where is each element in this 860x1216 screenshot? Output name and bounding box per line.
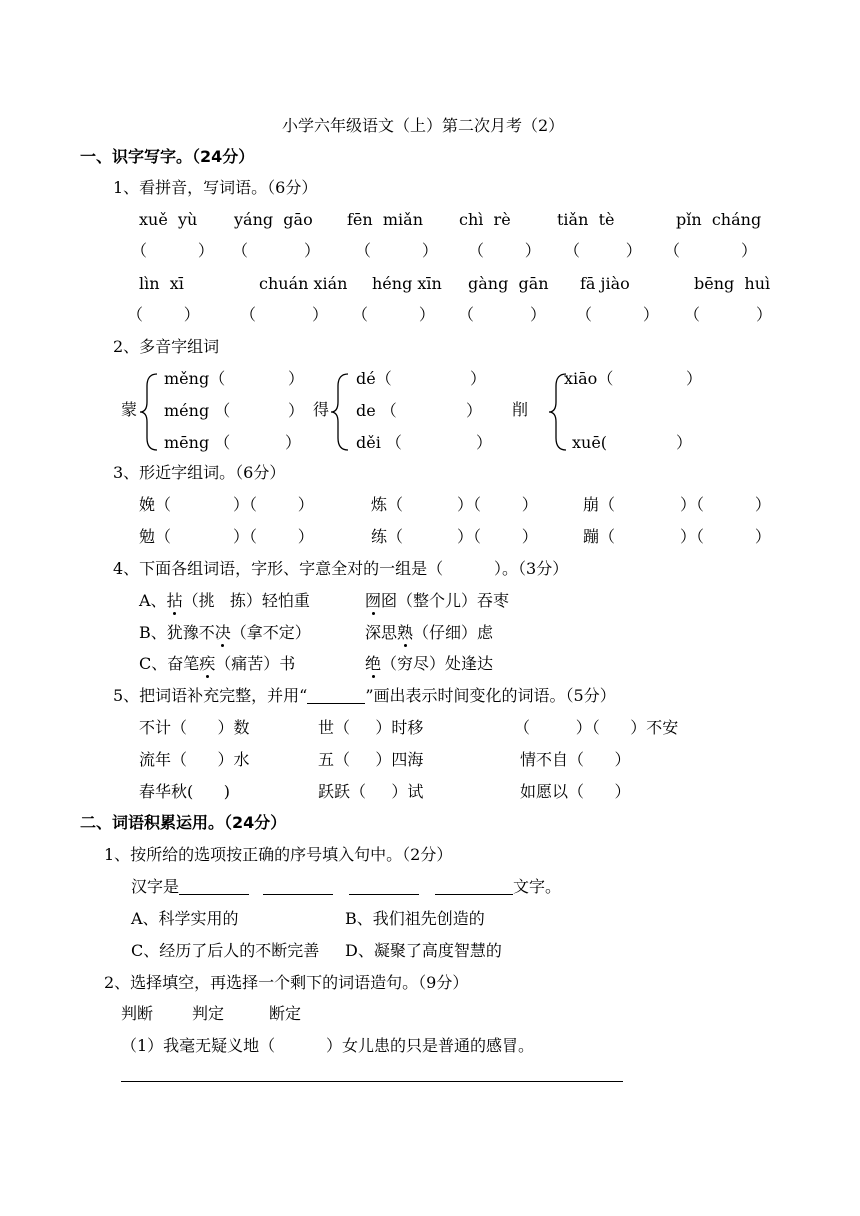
dotted-char: 熟 — [397, 623, 414, 642]
reading: xuē( — [572, 433, 608, 452]
fill-item[interactable]: 不计（ ）数 — [139, 718, 250, 737]
q1-prompt: 1、看拼音，写词语。（6分） — [113, 178, 318, 197]
polyphone-char: 蒙 — [121, 400, 138, 419]
reading: de （ — [356, 401, 397, 420]
fill-item[interactable]: 跃跃（ ）试 — [318, 782, 424, 801]
underline-sample — [307, 689, 365, 704]
answer-blank[interactable]: （ ） — [240, 305, 328, 324]
choice-option: D、凝聚了高度智慧的 — [345, 941, 502, 960]
pinyin: lìn xī — [139, 274, 184, 293]
word-choice: 判定 — [192, 1004, 225, 1023]
choice-option: B、我们祖先创造的 — [345, 909, 485, 928]
answer-line[interactable] — [179, 880, 249, 895]
similar-char: 蹦（ — [583, 527, 616, 546]
pinyin: fā jiào — [580, 274, 630, 293]
s2-q1-sentence: 汉字是 文字。 — [131, 877, 562, 896]
option-c-2: 绝（穷尽）处逢达 — [365, 654, 494, 673]
word-choice: 断定 — [269, 1004, 302, 1023]
fill-item[interactable]: 流年（ ）水 — [139, 750, 250, 769]
answer-blank[interactable]: ）（ ） — [457, 527, 538, 546]
pinyin: tiǎn tè — [557, 210, 615, 229]
dotted-char: 绝 — [365, 654, 382, 673]
s2-q1-prompt: 1、按所给的选项按正确的序号填入句中。（2分） — [104, 845, 453, 864]
bracket-close: ） — [676, 433, 693, 452]
page-title: 小学六年级语文（上）第二次月考（2） — [282, 116, 565, 135]
reading: dé（ — [356, 369, 392, 388]
reading: mēng （ — [164, 433, 231, 452]
polyphone-char: 削 — [512, 400, 529, 419]
dotted-char: 囫 — [365, 591, 382, 610]
answer-blank[interactable]: （ ） — [684, 305, 772, 324]
reading: méng （ — [164, 401, 231, 420]
pinyin: gàng gān — [468, 274, 549, 293]
q4-prompt: 4、下面各组词语，字形、字意全对的一组是（ ）。（3分） — [113, 559, 569, 578]
fill-item[interactable]: 世（ ）时移 — [318, 718, 424, 737]
pinyin: bēng huì — [694, 274, 771, 293]
answer-blank[interactable]: ）（ ） — [233, 495, 314, 514]
pinyin: chì rè — [459, 210, 511, 229]
pinyin: fēn miǎn — [347, 210, 423, 229]
q3-prompt: 3、形近字组词。（6分） — [113, 463, 286, 482]
dotted-char: 决 — [214, 623, 231, 642]
q2-prompt: 2、多音字组词 — [113, 337, 220, 356]
choice-option: A、科学实用的 — [131, 909, 239, 928]
bracket-close: ） — [466, 401, 483, 420]
answer-blank[interactable]: （ ） — [355, 241, 438, 260]
left-brace-icon — [139, 372, 161, 452]
answer-blank[interactable]: ）（ ） — [233, 527, 314, 546]
similar-char: 勉（ — [139, 527, 172, 546]
answer-blank[interactable]: （ ） — [352, 305, 435, 324]
bracket-close: ） — [470, 369, 487, 388]
answer-blank[interactable]: ）（ ） — [680, 527, 771, 546]
q5-prompt: 5、把词语补充完整，并用“ ”画出表示时间变化的词语。（5分） — [113, 686, 616, 705]
answer-line[interactable] — [349, 880, 419, 895]
answer-blank[interactable]: （ ） — [127, 305, 200, 324]
pinyin: pǐn cháng — [676, 210, 762, 229]
word-choice: 判断 — [121, 1004, 154, 1023]
dotted-char: 拈 — [166, 591, 183, 610]
bracket-close: ） — [285, 433, 302, 452]
similar-char: 练（ — [371, 527, 404, 546]
option-c: C、奋笔疾（痛苦）书 — [139, 654, 296, 673]
answer-blank[interactable]: （ ） — [232, 241, 320, 260]
option-b-2: 深思熟（仔细）虑 — [365, 623, 494, 642]
answer-blank[interactable]: （ ） — [664, 241, 758, 260]
fill-item[interactable]: 五（ ）四海 — [318, 750, 424, 769]
section-heading-2: 二、词语积累运用。（24分） — [80, 813, 287, 832]
answer-blank[interactable]: （ ） — [131, 241, 214, 260]
answer-blank[interactable]: （ ） — [458, 305, 546, 324]
bracket-close: ） — [288, 369, 305, 388]
dotted-char: 疾 — [199, 654, 216, 673]
reading: děi （ — [356, 433, 402, 452]
answer-blank[interactable]: （ ） — [576, 305, 659, 324]
polyphone-char: 得 — [313, 400, 330, 419]
pinyin: xuě yù — [139, 210, 198, 229]
option-a-2: 囫囵（整个儿）吞枣 — [365, 591, 510, 610]
answer-blank[interactable]: ）（ ） — [457, 495, 538, 514]
answer-blank[interactable]: （ ） — [564, 241, 642, 260]
pinyin: chuán xián — [259, 274, 348, 293]
reading: měng（ — [164, 369, 226, 388]
s2-q2-prompt: 2、选择填空，再选择一个剩下的词语造句。（9分） — [104, 973, 469, 992]
section-heading-1: 一、识字写字。（24分） — [80, 147, 255, 166]
answer-line[interactable] — [435, 880, 513, 895]
option-b: B、犹豫不决（拿不定） — [139, 623, 311, 642]
fill-item[interactable]: 春华秋( ) — [139, 782, 231, 801]
similar-char: 崩（ — [583, 495, 616, 514]
fill-sentence[interactable]: （1）我毫无疑义地（ ）女儿患的只是普通的感冒。 — [121, 1036, 535, 1055]
similar-char: 炼（ — [371, 495, 404, 514]
fill-item[interactable]: 情不自（ ） — [520, 750, 631, 769]
option-a: A、拈（挑 拣）轻怕重 — [139, 591, 310, 610]
left-brace-icon — [330, 372, 352, 452]
answer-blank[interactable]: ）（ ） — [680, 495, 771, 514]
writing-line[interactable] — [121, 1081, 623, 1082]
bracket-close: ） — [476, 433, 493, 452]
pinyin: yáng gāo — [234, 210, 313, 229]
pinyin: héng xīn — [372, 274, 442, 293]
bracket-close: ） — [288, 401, 305, 420]
fill-item[interactable]: （ ）（ ）不安 — [514, 718, 679, 737]
answer-blank[interactable]: （ ） — [468, 241, 541, 260]
similar-char: 娩（ — [139, 495, 172, 514]
fill-item[interactable]: 如愿以（ ） — [520, 782, 631, 801]
choice-option: C、经历了后人的不断完善 — [131, 941, 320, 960]
bracket-close: ） — [686, 369, 703, 388]
answer-line[interactable] — [263, 880, 333, 895]
reading: xiāo（ — [564, 369, 614, 388]
